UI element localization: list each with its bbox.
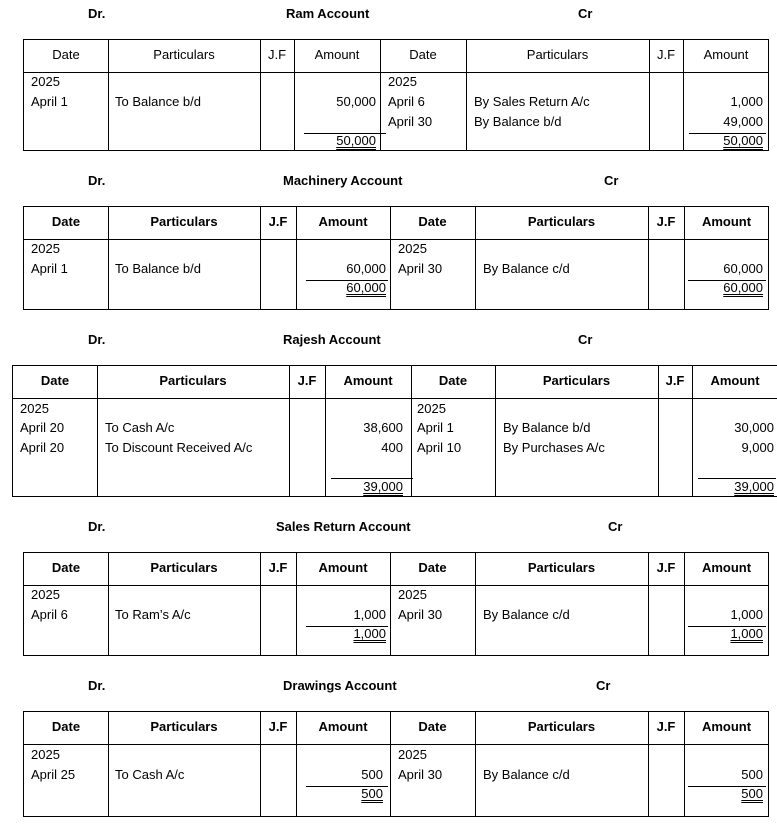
credit-particulars: By Balance c/d (483, 607, 570, 622)
debit-year: 2025 (31, 747, 60, 762)
header-jf: J.F (656, 47, 676, 62)
dr-label: Dr. (88, 678, 106, 693)
debit-year: 2025 (20, 401, 49, 416)
debit-date: April 1 (31, 94, 68, 109)
cr-label: Cr (578, 6, 593, 21)
debit-amount: 38,600 (363, 420, 403, 435)
credit-date: April 30 (398, 607, 443, 622)
header-date: Date (51, 560, 81, 575)
ledger-table-drawings (23, 711, 769, 817)
header-amount: Amount (314, 47, 360, 62)
account-title: Rajesh Account (283, 332, 381, 347)
header-amount: Amount (710, 373, 760, 388)
credit-amount: 49,000 (723, 114, 763, 129)
header-date: Date (409, 47, 437, 62)
header-jf: J.F (267, 47, 287, 62)
header-amount: Amount (318, 560, 368, 575)
header-particulars: Particulars (150, 560, 218, 575)
debit-date: April 1 (31, 261, 68, 276)
credit-particulars: By Balance b/d (503, 420, 591, 435)
header-jf: J.F (665, 373, 685, 388)
header-amount: Amount (703, 47, 749, 62)
debit-total: 60,000 (346, 280, 386, 295)
debit-date: April 25 (31, 767, 76, 782)
cr-label: Cr (608, 519, 623, 534)
header-date: Date (418, 214, 447, 229)
credit-date: April 30 (398, 767, 443, 782)
header-date: Date (51, 719, 81, 734)
cr-label: Cr (596, 678, 611, 693)
debit-total: 50,000 (336, 133, 376, 148)
dr-label: Dr. (88, 6, 106, 21)
dr-label: Dr. (88, 519, 106, 534)
header-jf: J.F (656, 214, 676, 229)
debit-particulars: To Ram’s A/c (115, 607, 191, 622)
header-amount: Amount (701, 560, 752, 575)
account-title: Ram Account (286, 6, 370, 21)
header-particulars: Particulars (527, 214, 596, 229)
header-amount: Amount (318, 719, 368, 734)
header-particulars: Particulars (542, 373, 611, 388)
ledger-table-machinery (23, 206, 769, 310)
debit-amount: 400 (381, 440, 403, 455)
debit-total: 39,000 (363, 479, 403, 494)
credit-year: 2025 (398, 747, 427, 762)
credit-total: 50,000 (723, 133, 763, 148)
debit-particulars: To Cash A/c (105, 420, 175, 435)
credit-year: 2025 (417, 401, 446, 416)
debit-year: 2025 (31, 241, 60, 256)
credit-date: April 6 (388, 94, 425, 109)
header-particulars: Particulars (526, 47, 589, 62)
debit-total: 1,000 (353, 626, 386, 641)
credit-amount: 1,000 (730, 607, 763, 622)
account-title: Machinery Account (283, 173, 403, 188)
debit-particulars: To Balance b/d (115, 94, 202, 109)
header-amount: Amount (701, 214, 752, 229)
debit-particulars: To Discount Received A/c (105, 440, 253, 455)
credit-particulars: By Sales Return A/c (474, 94, 590, 109)
header-jf: J.F (656, 560, 676, 575)
cr-label: Cr (604, 173, 619, 188)
credit-amount: 500 (741, 767, 763, 782)
debit-year: 2025 (31, 74, 60, 89)
header-amount: Amount (318, 214, 368, 229)
credit-date: April 1 (417, 420, 454, 435)
credit-year: 2025 (398, 241, 427, 256)
credit-particulars: By Balance b/d (474, 114, 562, 129)
debit-date: April 6 (31, 607, 68, 622)
debit-year: 2025 (31, 587, 60, 602)
debit-amount: 500 (361, 767, 383, 782)
credit-particulars: By Purchases A/c (503, 440, 605, 455)
cr-label: Cr (578, 332, 593, 347)
header-particulars: Particulars (159, 373, 227, 388)
account-title: Drawings Account (283, 678, 397, 693)
header-date: Date (40, 373, 70, 388)
ledger-table-rajesh (12, 365, 777, 497)
dr-label: Dr. (88, 173, 106, 188)
debit-particulars: To Balance b/d (115, 261, 202, 276)
ledger-table-ram (23, 39, 769, 151)
debit-total: 500 (361, 786, 383, 801)
header-amount: Amount (343, 373, 393, 388)
credit-amount: 1,000 (730, 94, 763, 109)
debit-particulars: To Cash A/c (115, 767, 185, 782)
credit-particulars: By Balance c/d (483, 767, 570, 782)
header-jf: J.F (268, 560, 288, 575)
header-particulars: Particulars (150, 719, 218, 734)
debit-amount: 60,000 (346, 261, 386, 276)
credit-amount: 9,000 (741, 440, 774, 455)
header-amount: Amount (701, 719, 752, 734)
credit-total: 39,000 (734, 479, 774, 494)
header-date: Date (52, 47, 80, 62)
credit-date: April 30 (398, 261, 443, 276)
dr-label: Dr. (88, 332, 106, 347)
credit-particulars: By Balance c/d (483, 261, 570, 276)
header-jf: J.F (297, 373, 317, 388)
debit-date: April 20 (20, 440, 65, 455)
credit-total: 60,000 (723, 280, 763, 295)
account-title: Sales Return Account (276, 519, 411, 534)
header-particulars: Particulars (153, 47, 215, 62)
header-date: Date (438, 373, 468, 388)
header-date: Date (418, 719, 447, 734)
header-jf: J.F (268, 214, 288, 229)
credit-date: April 30 (388, 114, 433, 129)
credit-year: 2025 (398, 587, 427, 602)
header-date: Date (51, 214, 81, 229)
debit-amount: 50,000 (336, 94, 376, 109)
debit-date: April 20 (20, 420, 65, 435)
header-jf: J.F (656, 719, 676, 734)
credit-total: 1,000 (730, 626, 763, 641)
credit-date: April 10 (417, 440, 462, 455)
header-date: Date (418, 560, 447, 575)
header-particulars: Particulars (150, 214, 218, 229)
header-jf: J.F (268, 719, 288, 734)
credit-amount: 60,000 (723, 261, 763, 276)
header-particulars: Particulars (527, 560, 596, 575)
debit-amount: 1,000 (353, 607, 386, 622)
header-particulars: Particulars (527, 719, 596, 734)
credit-total: 500 (741, 786, 763, 801)
ledger-table-sales-return (23, 552, 769, 656)
credit-year: 2025 (388, 74, 417, 89)
credit-amount: 30,000 (734, 420, 774, 435)
